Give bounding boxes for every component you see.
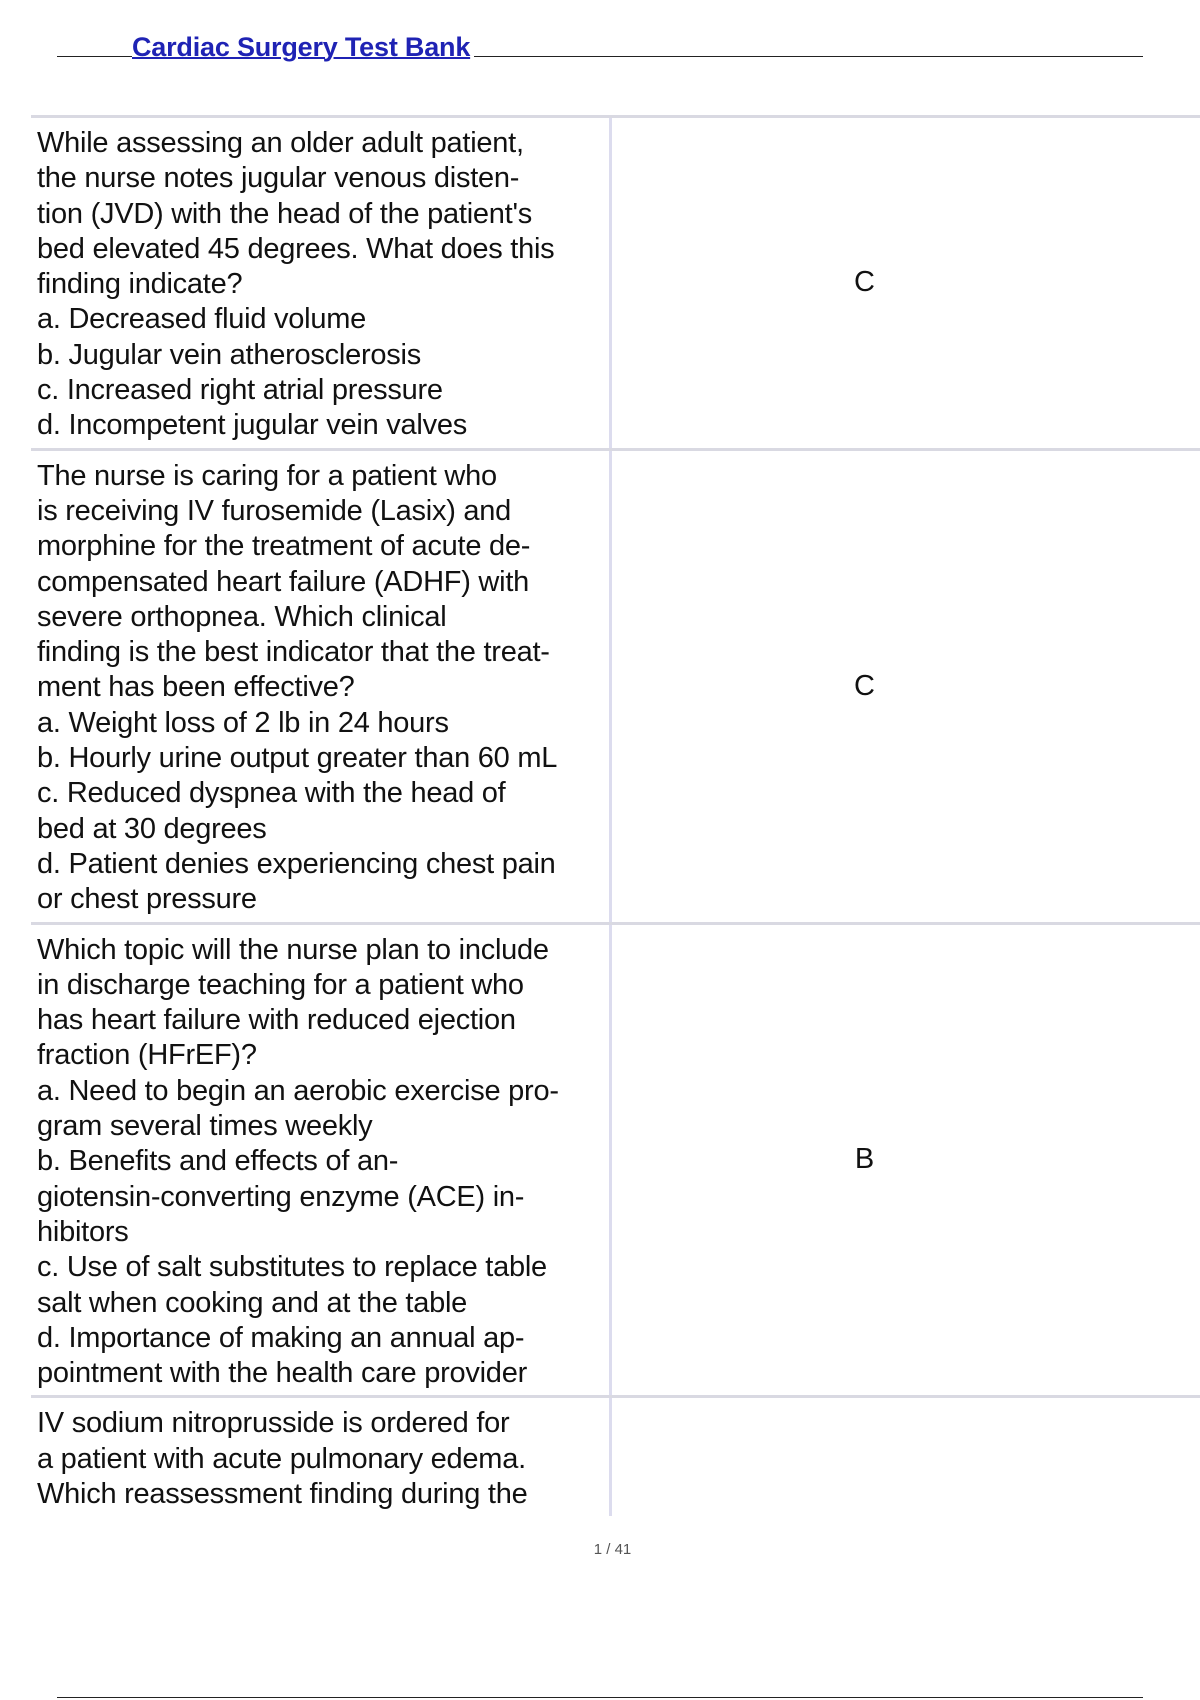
question-text xyxy=(31,118,612,448)
question-line: pointment with the health care provider xyxy=(37,1357,527,1390)
question-line: b. Benefits and effects of an- xyxy=(37,1145,399,1178)
question-line: bed at 30 degrees xyxy=(37,812,267,845)
answer-cell xyxy=(612,1398,1200,1516)
question-row xyxy=(31,925,1200,1399)
question-line: or chest pressure xyxy=(37,883,257,916)
question-text xyxy=(31,925,612,1396)
question-row xyxy=(31,118,1200,451)
question-line: finding indicate? xyxy=(37,268,243,301)
question-line: severe orthopnea. Which clinical xyxy=(37,600,447,633)
question-line: a. Need to begin an aerobic exercise pro- xyxy=(37,1074,559,1107)
question-line: fraction (HFrEF)? xyxy=(37,1039,257,1072)
question-line: d. Importance of making an annual ap- xyxy=(37,1321,525,1354)
question-line: b. Hourly urine output greater than 60 mL xyxy=(37,742,558,775)
question-line: b. Jugular vein atherosclerosis xyxy=(37,338,421,371)
question-line: a patient with acute pulmonary edema. xyxy=(37,1442,526,1475)
question-line: d. Patient denies experiencing chest pain xyxy=(37,847,556,880)
question-line: morphine for the treatment of acute de- xyxy=(37,530,531,563)
question-line: giotensin-converting enzyme (ACE) in- xyxy=(37,1180,525,1213)
question-line: d. Incompetent jugular vein valves xyxy=(37,409,467,442)
answer-letter: C xyxy=(854,266,875,299)
answer-cell xyxy=(612,118,1200,448)
document-title: Cardiac Surgery Test Bank xyxy=(132,34,474,61)
question-line: hibitors xyxy=(37,1215,129,1248)
question-line: IV sodium nitroprusside is ordered for xyxy=(37,1407,510,1440)
question-line: Which topic will the nurse plan to include xyxy=(37,933,549,966)
question-row xyxy=(31,1398,1200,1516)
question-line: the nurse notes jugular venous disten- xyxy=(37,162,520,195)
question-line: ment has been effective? xyxy=(37,671,355,704)
question-text xyxy=(31,1398,612,1516)
question-line: compensated heart failure (ADHF) with xyxy=(37,565,530,598)
question-line: tion (JVD) with the head of the patient's xyxy=(37,197,533,230)
question-row xyxy=(31,451,1200,925)
question-line: bed elevated 45 degrees. What does this xyxy=(37,232,555,265)
question-line: has heart failure with reduced ejection xyxy=(37,1004,516,1037)
question-line: a. Weight loss of 2 lb in 24 hours xyxy=(37,706,449,739)
question-line: Which reassessment finding during the xyxy=(37,1477,528,1510)
answer-cell xyxy=(612,451,1200,922)
question-line: The nurse is caring for a patient who xyxy=(37,459,497,492)
question-line: c. Use of salt substitutes to replace table xyxy=(37,1251,547,1284)
answer-letter: B xyxy=(854,1143,875,1176)
question-line: c. Reduced dyspnea with the head of xyxy=(37,777,506,810)
question-line: a. Decreased fluid volume xyxy=(37,303,367,336)
answer-letter: C xyxy=(854,669,875,702)
question-answer-table xyxy=(31,115,1200,1516)
question-line: is receiving IV furosemide (Lasix) and xyxy=(37,494,512,527)
footer-rule xyxy=(57,1697,1143,1698)
question-line: gram several times weekly xyxy=(37,1110,373,1143)
answer-cell xyxy=(612,925,1200,1396)
question-line: in discharge teaching for a patient who xyxy=(37,968,524,1001)
question-text xyxy=(31,451,612,922)
question-line: While assessing an older adult patient, xyxy=(37,127,524,159)
question-line: c. Increased right atrial pressure xyxy=(37,374,443,407)
page-number: 1 / 41 xyxy=(593,1541,632,1558)
question-line: salt when cooking and at the table xyxy=(37,1286,468,1319)
question-line: finding is the best indicator that the treat- xyxy=(37,636,550,669)
page-header xyxy=(57,30,1143,60)
